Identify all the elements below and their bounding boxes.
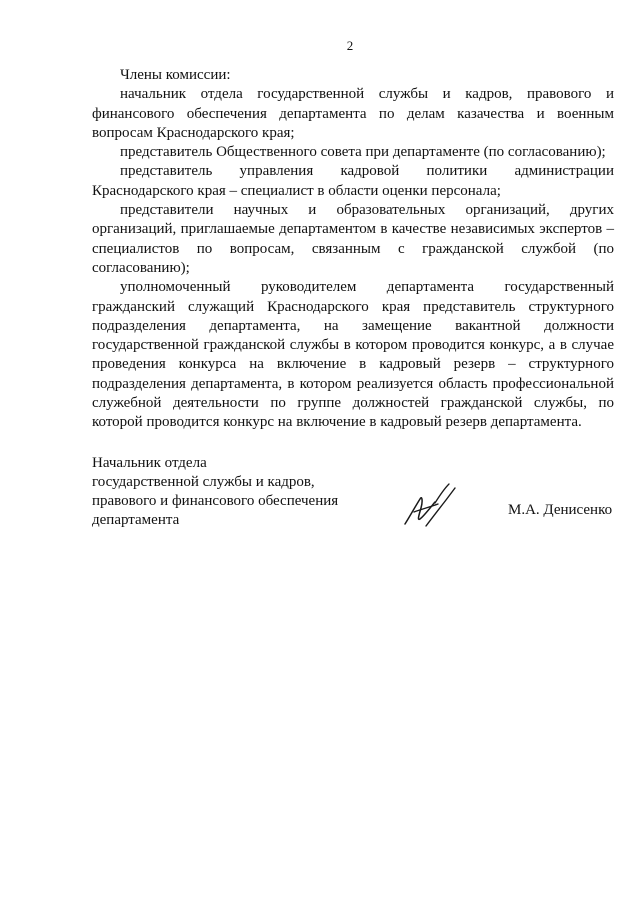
paragraph-independent-experts: представители научных и образовательных организаций, других организаций, приглашаемые департаментом в качестве независимых экспертов – специалистов по вопросам, связанным с гражданской службой (по согласованию);	[92, 202, 614, 276]
signer-position-line: департамента	[92, 512, 180, 528]
paragraph-commission-members: Члены комиссии:	[120, 67, 231, 83]
paragraph-personnel-policy: представитель управления кадровой политики администрации Краснодарского края – специалист в области оценки персонала;	[92, 163, 614, 199]
paragraph-public-council: представитель Общественного совета при департаменте (по согласованию);	[120, 144, 606, 161]
paragraph-authorized-employee: уполномоченный руководителем департамента государственный гражданский служащий Краснодарского края представитель структурного подразделения департамента, на замещение вакантной должности государственной гражданской службы в котором проводится конкурс, а в случае проведения конкурса на включение в кадровый резерв – структурного подразделения департамента, в котором реализуется область профессиональной служебной деятельности по группе должностей гражданской службы, по которой проводится конкурс на включение в кадровый резерв департамента.	[92, 279, 614, 431]
paragraph-department-head: начальник отдела государственной службы и кадров, правового и финансового обеспечения департамента по делам казачества и военным вопросам Краснодарского края;	[92, 86, 614, 141]
signer-position-line: государственной службы и кадров,	[92, 474, 315, 490]
page-number: 2	[346, 38, 354, 53]
handwritten-signature-icon	[402, 482, 458, 528]
signer-name: М.А. Денисенко	[508, 502, 613, 518]
signer-position-line: Начальник отдела	[92, 455, 207, 471]
document-body	[92, 66, 614, 433]
signer-position-line: правового и финансового обеспечения	[92, 493, 339, 509]
